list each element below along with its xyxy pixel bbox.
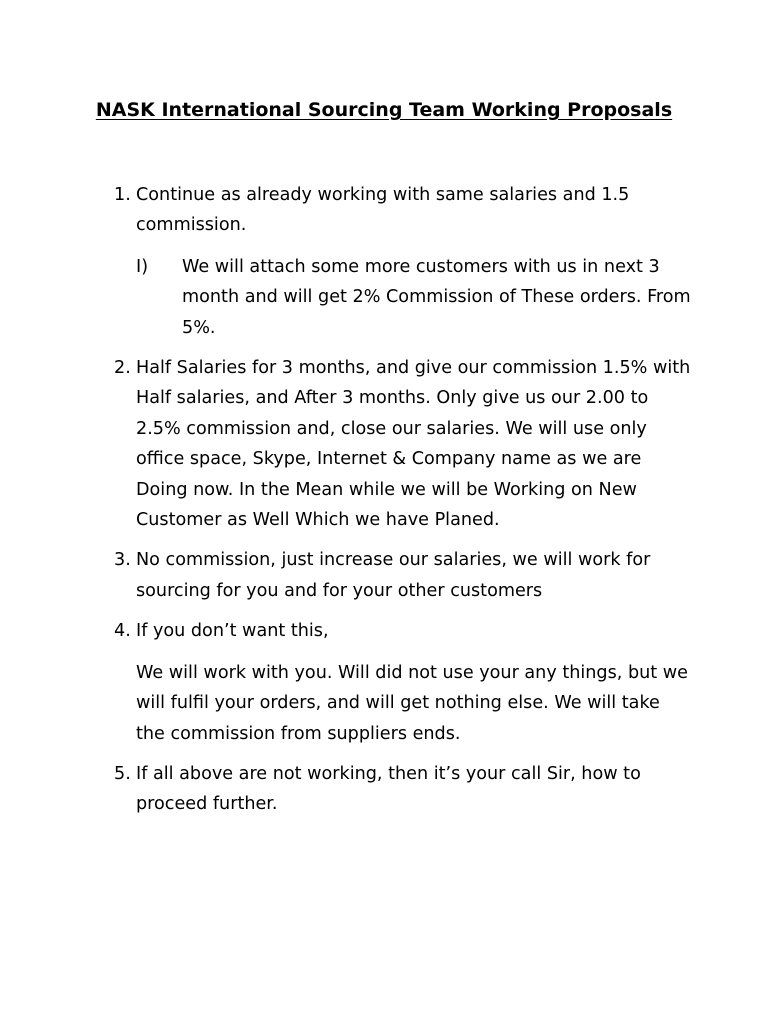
list-item-text: If all above are not working, then it’s your call Sir, how to proceed further.	[136, 763, 641, 815]
list-item-number: 1.	[114, 185, 131, 205]
list-item-number: 4.	[114, 621, 131, 642]
list-item-text: Continue as already working with same salaries and 1.5 commission.	[136, 185, 630, 236]
sub-item	[136, 252, 694, 343]
list-item-number: 2.	[114, 358, 131, 379]
list-item-paragraph: We will work with you. Will did not use your any things, but we will fulfil your orders, and will get nothing else. We will take the commission from suppliers ends.	[136, 662, 688, 744]
list-item-number: 5.	[114, 763, 131, 784]
list-item-2	[114, 353, 694, 535]
proposal-list	[114, 180, 694, 830]
list-item-1	[114, 180, 694, 343]
list-item-number: 3.	[114, 550, 131, 571]
list-item-5	[114, 759, 694, 820]
sub-item-text: We will attach some more customers with us in next 3 month and will get 2% Commission of These orders. From 5%.	[182, 256, 691, 338]
list-item-text: Half Salaries for 3 months, and give our commission 1.5% with Half salaries, and After 3 months. Only give us our 2.00 to 2.5% commission and, close our salaries. We will use only office space, Skype, Internet & Company name as we are Doing now. In the Mean while we will be Working on New Customer as Well Which we have Planed.	[136, 358, 691, 531]
list-item-text: No commission, just increase our salaries, we will work for sourcing for you and for your other customers	[136, 550, 651, 601]
document-title: NASK International Sourcing Team Working Proposals	[95, 99, 673, 121]
sub-item-number: I)	[136, 256, 149, 277]
list-item-4	[114, 616, 694, 749]
list-item-3	[114, 545, 694, 606]
list-item-text: If you don’t want this,	[136, 621, 329, 642]
